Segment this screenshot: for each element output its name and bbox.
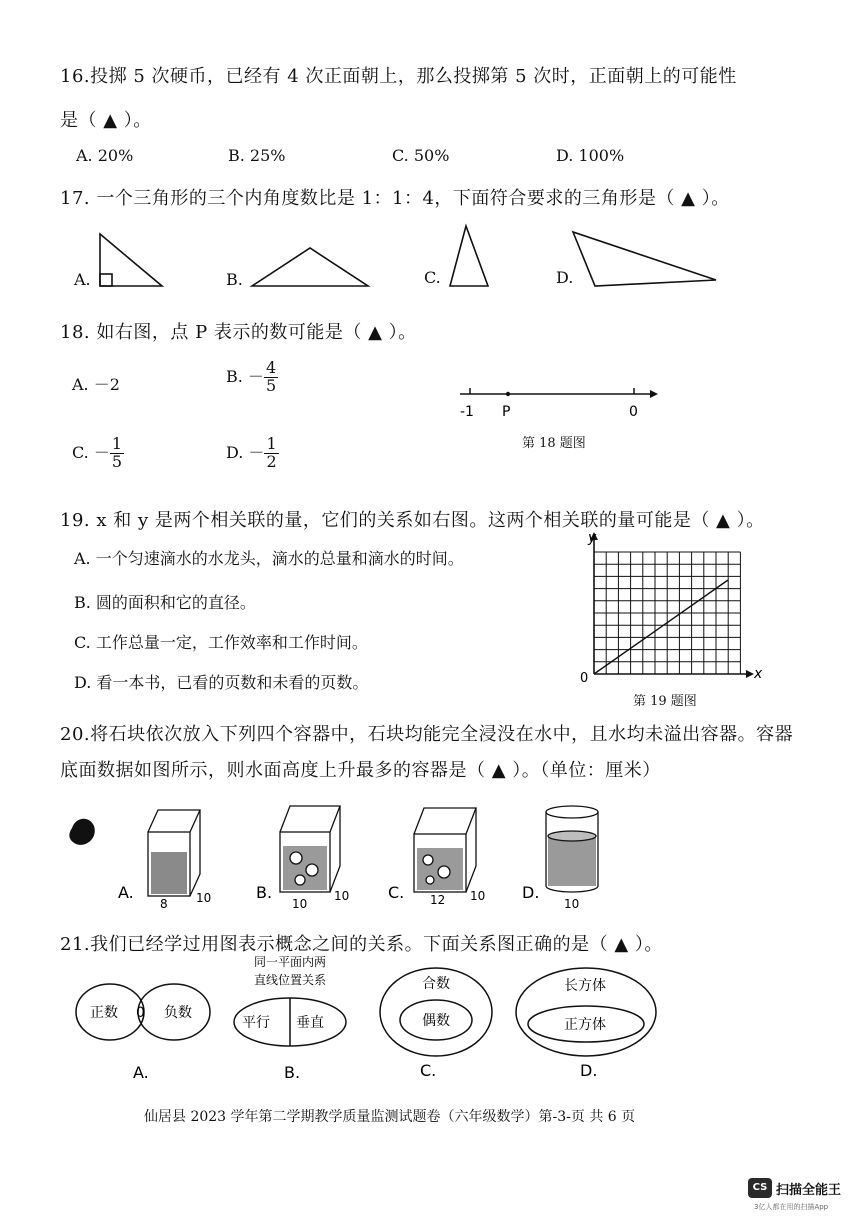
diagram-a-right: 负数 — [164, 1005, 192, 1021]
diagram-a-left: 正数 — [90, 1005, 118, 1021]
q17-stem: 17. 一个三角形的三个内角度数比是 1：1：4，下面符合要求的三角形是（ ▲ ）。 — [60, 188, 730, 209]
q19-caption: 第 19 题图 — [633, 694, 697, 709]
diagram-d-outer: 长方体 — [564, 978, 606, 994]
q18-stem: 18. 如右图，点 P 表示的数可能是（ ▲ ）。 — [60, 322, 417, 343]
q17-label-a: A. — [74, 270, 91, 289]
diagram-b-label: B. — [284, 1063, 301, 1082]
graph-origin-label: 0 — [580, 671, 589, 686]
q20-stem-line2: 底面数据如图所示，则水面高度上升最多的容器是（ ▲ ）。（单位：厘米） — [60, 760, 661, 781]
q19-option-c: C. 工作总量一定，工作效率和工作时间。 — [74, 633, 368, 652]
container-c — [414, 808, 476, 892]
q19-option-b: B. 圆的面积和它的直径。 — [74, 593, 256, 612]
container-d — [546, 806, 598, 892]
container-a-label: A. — [118, 883, 134, 902]
q16-option-c: C. 50% — [392, 146, 450, 165]
q16-option-b: B. 25% — [228, 146, 286, 165]
container-b-label: B. — [256, 883, 273, 902]
diagram-b-title1: 同一平面内两 — [254, 956, 327, 969]
diagram-c-inner: 偶数 — [422, 1013, 450, 1029]
scanner-watermark — [748, 1178, 858, 1218]
q17-label-c: C. — [424, 268, 441, 287]
triangle-right — [100, 234, 162, 286]
q18-option-b: B. － $\frac{4}{5}$ — [226, 358, 277, 395]
graph-y-label: y — [588, 530, 597, 546]
numberline-point-label: P — [502, 404, 511, 420]
diagram-a-label: A. — [133, 1063, 149, 1082]
q20-stem-line1: 20.将石块依次放入下列四个容器中，石块均能完全浸没在水中，且水均未溢出容器。容器 — [60, 724, 794, 745]
numberline-left-label: -1 — [460, 404, 474, 420]
numberline-right-label: 0 — [629, 404, 638, 420]
q17-triangles — [0, 220, 867, 300]
q18-caption: 第 18 题图 — [522, 436, 586, 451]
diagram-c-label: C. — [420, 1061, 437, 1080]
container-a — [148, 810, 200, 896]
diagram-d-label: D. — [580, 1061, 598, 1080]
q21-diagrams — [60, 956, 680, 1086]
diagram-b-right: 垂直 — [296, 1015, 324, 1031]
q18-option-c: C. － $\frac{1}{5}$ — [72, 434, 123, 471]
q16-stem-line1: 16.投掷 5 次硬币，已经有 4 次正面朝上，那么投掷第 5 次时，正面朝上的可能性 — [60, 66, 737, 87]
q18-option-a: A. －2 — [72, 375, 120, 394]
watermark-title: 扫描全能王 — [776, 1183, 842, 1198]
container-a-depth: 10 — [196, 891, 212, 905]
stone-icon — [69, 819, 94, 845]
q16-option-d: D. 100% — [556, 146, 625, 165]
container-c-depth: 10 — [470, 889, 486, 903]
q19-relation-line — [594, 580, 728, 674]
q18-number-line — [450, 378, 670, 428]
container-d-label: D. — [522, 883, 540, 902]
diagram-d-inner: 正方体 — [564, 1017, 606, 1033]
q16-stem-line2: 是（ ▲ ）。 — [60, 110, 152, 131]
page-footer: 仙居县 2023 学年第二学期教学质量监测试题卷（六年级数学）第-3-页 共 6 页 — [144, 1109, 636, 1125]
q19-option-d: D. 看一本书，已看的页数和未看的页数。 — [74, 673, 369, 692]
triangle-acute-isosceles — [450, 226, 488, 286]
container-a-width: 8 — [160, 897, 168, 910]
graph-x-label: x — [754, 666, 763, 682]
q19-graph — [574, 530, 774, 690]
triangle-obtuse-isosceles — [252, 248, 368, 286]
q19-option-a: A. 一个匀速滴水的水龙头，滴水的总量和滴水的时间。 — [74, 549, 464, 568]
diagram-c-outer: 合数 — [422, 976, 450, 992]
diagram-a-mid: 0 — [136, 1005, 145, 1021]
container-b-depth: 10 — [334, 889, 350, 903]
diagram-b-left: 平行 — [242, 1015, 270, 1031]
q18-option-d: D. － $\frac{1}{2}$ — [226, 434, 277, 471]
triangle-obtuse-scalene — [573, 232, 716, 286]
q20-containers — [60, 800, 620, 910]
container-b-width: 10 — [292, 897, 308, 910]
container-d-diameter: 10 — [564, 897, 580, 910]
watermark-subtitle: 3亿人都在用的扫描App — [754, 1203, 829, 1211]
container-b — [280, 806, 340, 892]
q21-stem: 21.我们已经学过用图表示概念之间的关系。下面关系图正确的是（ ▲ ）。 — [60, 934, 663, 955]
q17-label-b: B. — [226, 270, 243, 289]
container-c-width: 12 — [430, 893, 446, 907]
container-c-label: C. — [388, 883, 405, 902]
cs-logo-icon: CS — [748, 1178, 772, 1198]
q19-stem: 19. x 和 y 是两个相关联的量，它们的关系如右图。这两个相关联的量可能是（ ▲ ）。 — [60, 510, 765, 531]
diagram-b-title2: 直线位置关系 — [254, 973, 327, 987]
q17-label-d: D. — [556, 268, 574, 287]
q16-option-a: A. 20% — [76, 146, 134, 165]
